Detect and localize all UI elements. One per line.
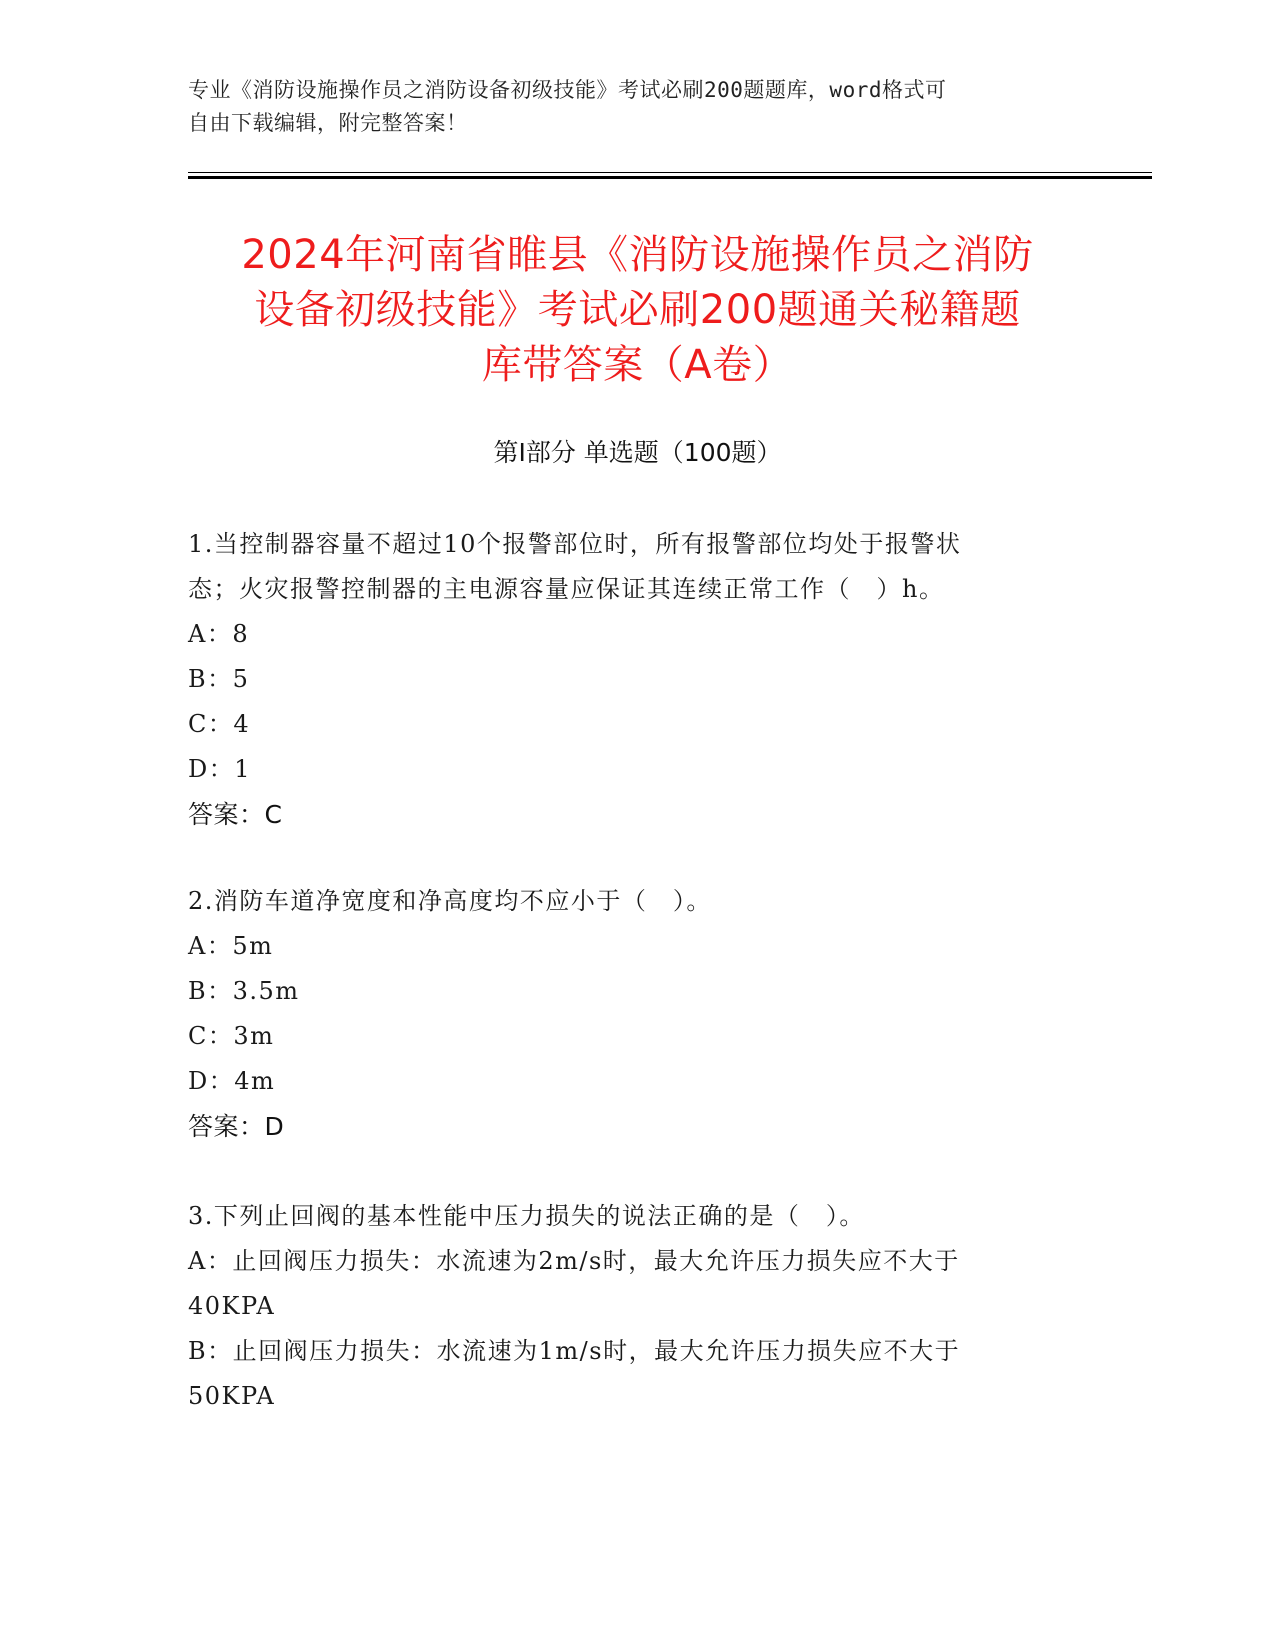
title-line: 2024年河南省睢县《消防设施操作员之消防: [241, 232, 1034, 278]
question-stem: 1.当控制器容量不超过10个报警部位时，所有报警部位均处于报警状: [188, 530, 962, 558]
document-title: [140, 228, 1135, 393]
option-a-continued: 40KPA: [188, 1292, 276, 1320]
title-line: 设备初级技能》考试必刷200题通关秘籍题: [254, 287, 1021, 333]
question-3: [188, 1194, 1088, 1419]
question-stem: 2.消防车道净宽度和净高度均不应小于（ ）。: [188, 887, 712, 915]
option-a: A：5m: [188, 932, 274, 960]
option-b: B：5: [188, 665, 250, 693]
question-1: [188, 522, 1088, 837]
option-c: C：3m: [188, 1022, 275, 1050]
header-note: [188, 74, 1068, 140]
option-c: C：4: [188, 710, 251, 738]
option-b: B：3.5m: [188, 977, 300, 1005]
answer: 答案：D: [188, 1112, 285, 1141]
answer: 答案：C: [188, 800, 283, 829]
question-2: [188, 879, 1088, 1149]
header-rule-thick: [188, 176, 1152, 179]
option-a: A：8: [188, 620, 250, 648]
option-b-continued: 50KPA: [188, 1382, 276, 1410]
option-b: B：止回阀压力损失：水流速为1m/s时，最大允许压力损失应不大于: [188, 1337, 961, 1365]
question-stem: 3.下列止回阀的基本性能中压力损失的说法正确的是（ ）。: [188, 1202, 865, 1230]
title-line: 库带答案（A卷）: [481, 342, 794, 388]
option-d: D：4m: [188, 1067, 276, 1095]
option-d: D：1: [188, 755, 252, 783]
question-stem: 态；火灾报警控制器的主电源容量应保证其连续正常工作（ ）h。: [188, 575, 945, 603]
section-title: 第Ⅰ部分 单选题（100题）: [493, 438, 782, 467]
header-note-line: 专业《消防设施操作员之消防设备初级技能》考试必刷200题题库，word格式可: [188, 78, 947, 102]
header-note-line: 自由下载编辑，附完整答案！: [188, 111, 468, 135]
option-a: A：止回阀压力损失：水流速为2m/s时，最大允许压力损失应不大于: [188, 1247, 960, 1275]
header-rule-thin: [188, 172, 1152, 173]
